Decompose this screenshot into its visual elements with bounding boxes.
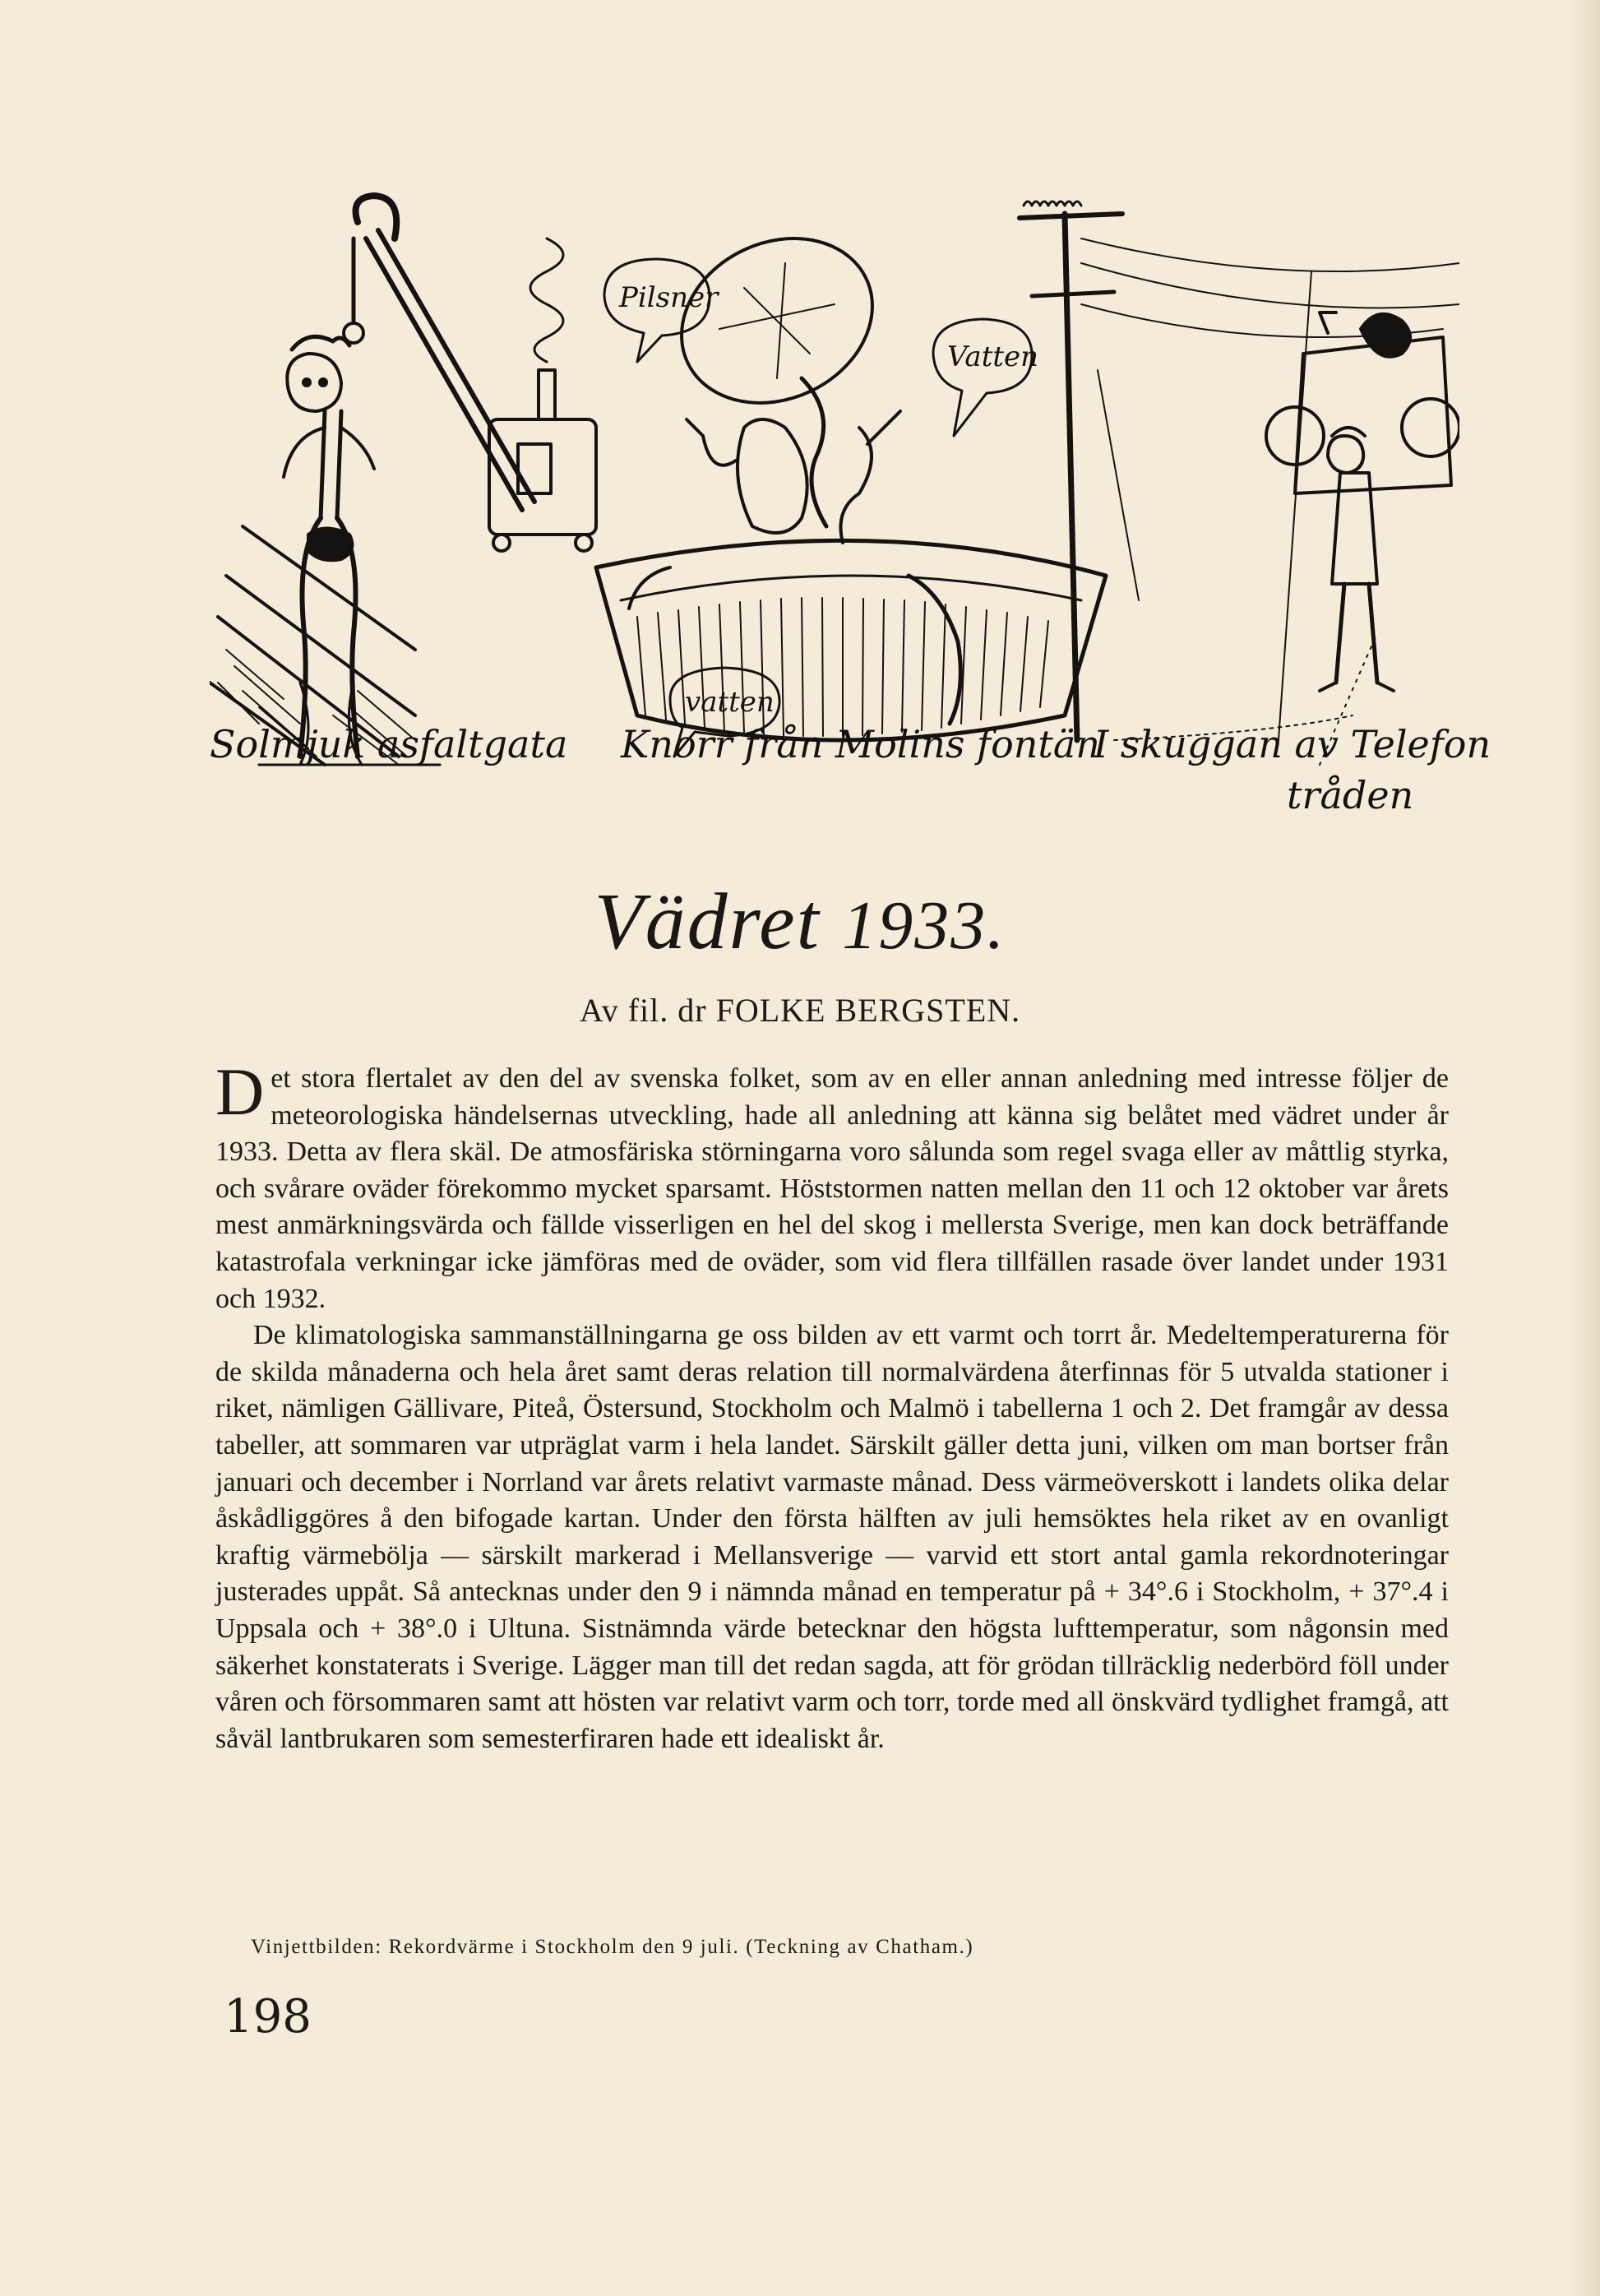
paragraph-1-text: et stora flertalet av den del av svenska folket, som av en eller annan anledning med intresse följer de meteorologiska händelsernas utveckling, hade all anledning att känna sig belåtet med vädret under år 1933. Detta av flera skäl. De atmosfäriska störningarna voro sålunda som regel svaga eller av måttlig styrka, och svårare oväder förekommo mycket sparsamt. Höststormen natten mellan den 11 och 12 oktober var årets mest anmärkningsvärda och fällde visserligen en hel del skog i mellersta Sverige, men kan dock beträffande katastrofala verkningar icke jämföras med de oväder, som vid flera tillfällen rasade över landet under 1931 och 1932. xyxy=(215,1063,1449,1314)
dropcap: D xyxy=(215,1054,265,1129)
middle-panel-drawing xyxy=(596,208,1106,757)
bubble-vatten-bottom-text: vatten xyxy=(685,686,775,719)
left-panel-drawing xyxy=(210,196,596,765)
right-panel-drawing xyxy=(1020,201,1459,765)
bubble-pilsner-text: Pilsner xyxy=(619,281,719,314)
vignette-illustration xyxy=(210,189,1491,839)
article-body xyxy=(215,1054,1449,1757)
title-word: Vädret xyxy=(594,877,821,966)
paragraph-2: De klimatologiska sammanställningarna ge oss bilden av ett varmt och torrt år. Medeltemperaturerna för de skilda månaderna och hela året samt deras relation till normalvärdena återfinnas för 5 utvalda stationer i riket, nämligen Gällivare, Piteå, Östersund, Stockholm och Malmö i tabellerna 1 och 2. Det framgår av dessa tabeller, att sommaren var utpräglat varm i hela landet. Särskilt gäller detta juni, vilken om man bortser från januari och december i Norrland var årets relativt varmaste månad. Dess värmeöverskott i landets olika delar åskådliggöres å den bifogade kartan. Under den första hälften av juli hemsöktes hela riket av en ovanligt kraftig värmebölja — särskilt markerad i Mellansverige — varvid ett stort antal gamla rekordnoteringar justerades uppåt. Så antecknas under den 9 i nämnda månad en temperatur på + 34°.6 i Stockholm, + 37°.4 i Uppsala och + 38°.0 i Ultuna. Sistnämnda värde betecknar den högsta lufttemperatur, som någonsin med säkerhet konstaterats i Sverige. Lägger man till det redan sagda, att för grödan tillräcklig nederbörd föll under våren och försommaren samt att hösten var relativt varm och torr, torde med all önskvärd tydlighet framgå, att såväl lantbrukaren som semesterfiraren hade ett idealiskt år. xyxy=(215,1320,1449,1754)
paragraph-1 xyxy=(215,1054,1449,1317)
page-edge-shadow xyxy=(1567,0,1600,2296)
caption-right-line2: tråden xyxy=(1287,773,1414,817)
byline: Av fil. dr FOLKE BERGSTEN. xyxy=(579,992,1021,1029)
article-title xyxy=(0,876,1600,968)
caption-left: Solmjuk asfaltgata xyxy=(210,722,568,766)
page-number: 198 xyxy=(224,1990,312,2044)
title-year: 1933. xyxy=(842,887,1006,964)
bubble-vatten-top-text: Vatten xyxy=(947,340,1039,373)
vignette-caption: Vinjettbilden: Rekordvärme i Stockholm den 9 juli. (Teckning av Chatham.) xyxy=(251,1936,974,1958)
caption-middle: Knorr från Molins fontän xyxy=(621,722,1100,766)
caption-right-line1: I skuggan av Telefon xyxy=(1094,722,1491,766)
